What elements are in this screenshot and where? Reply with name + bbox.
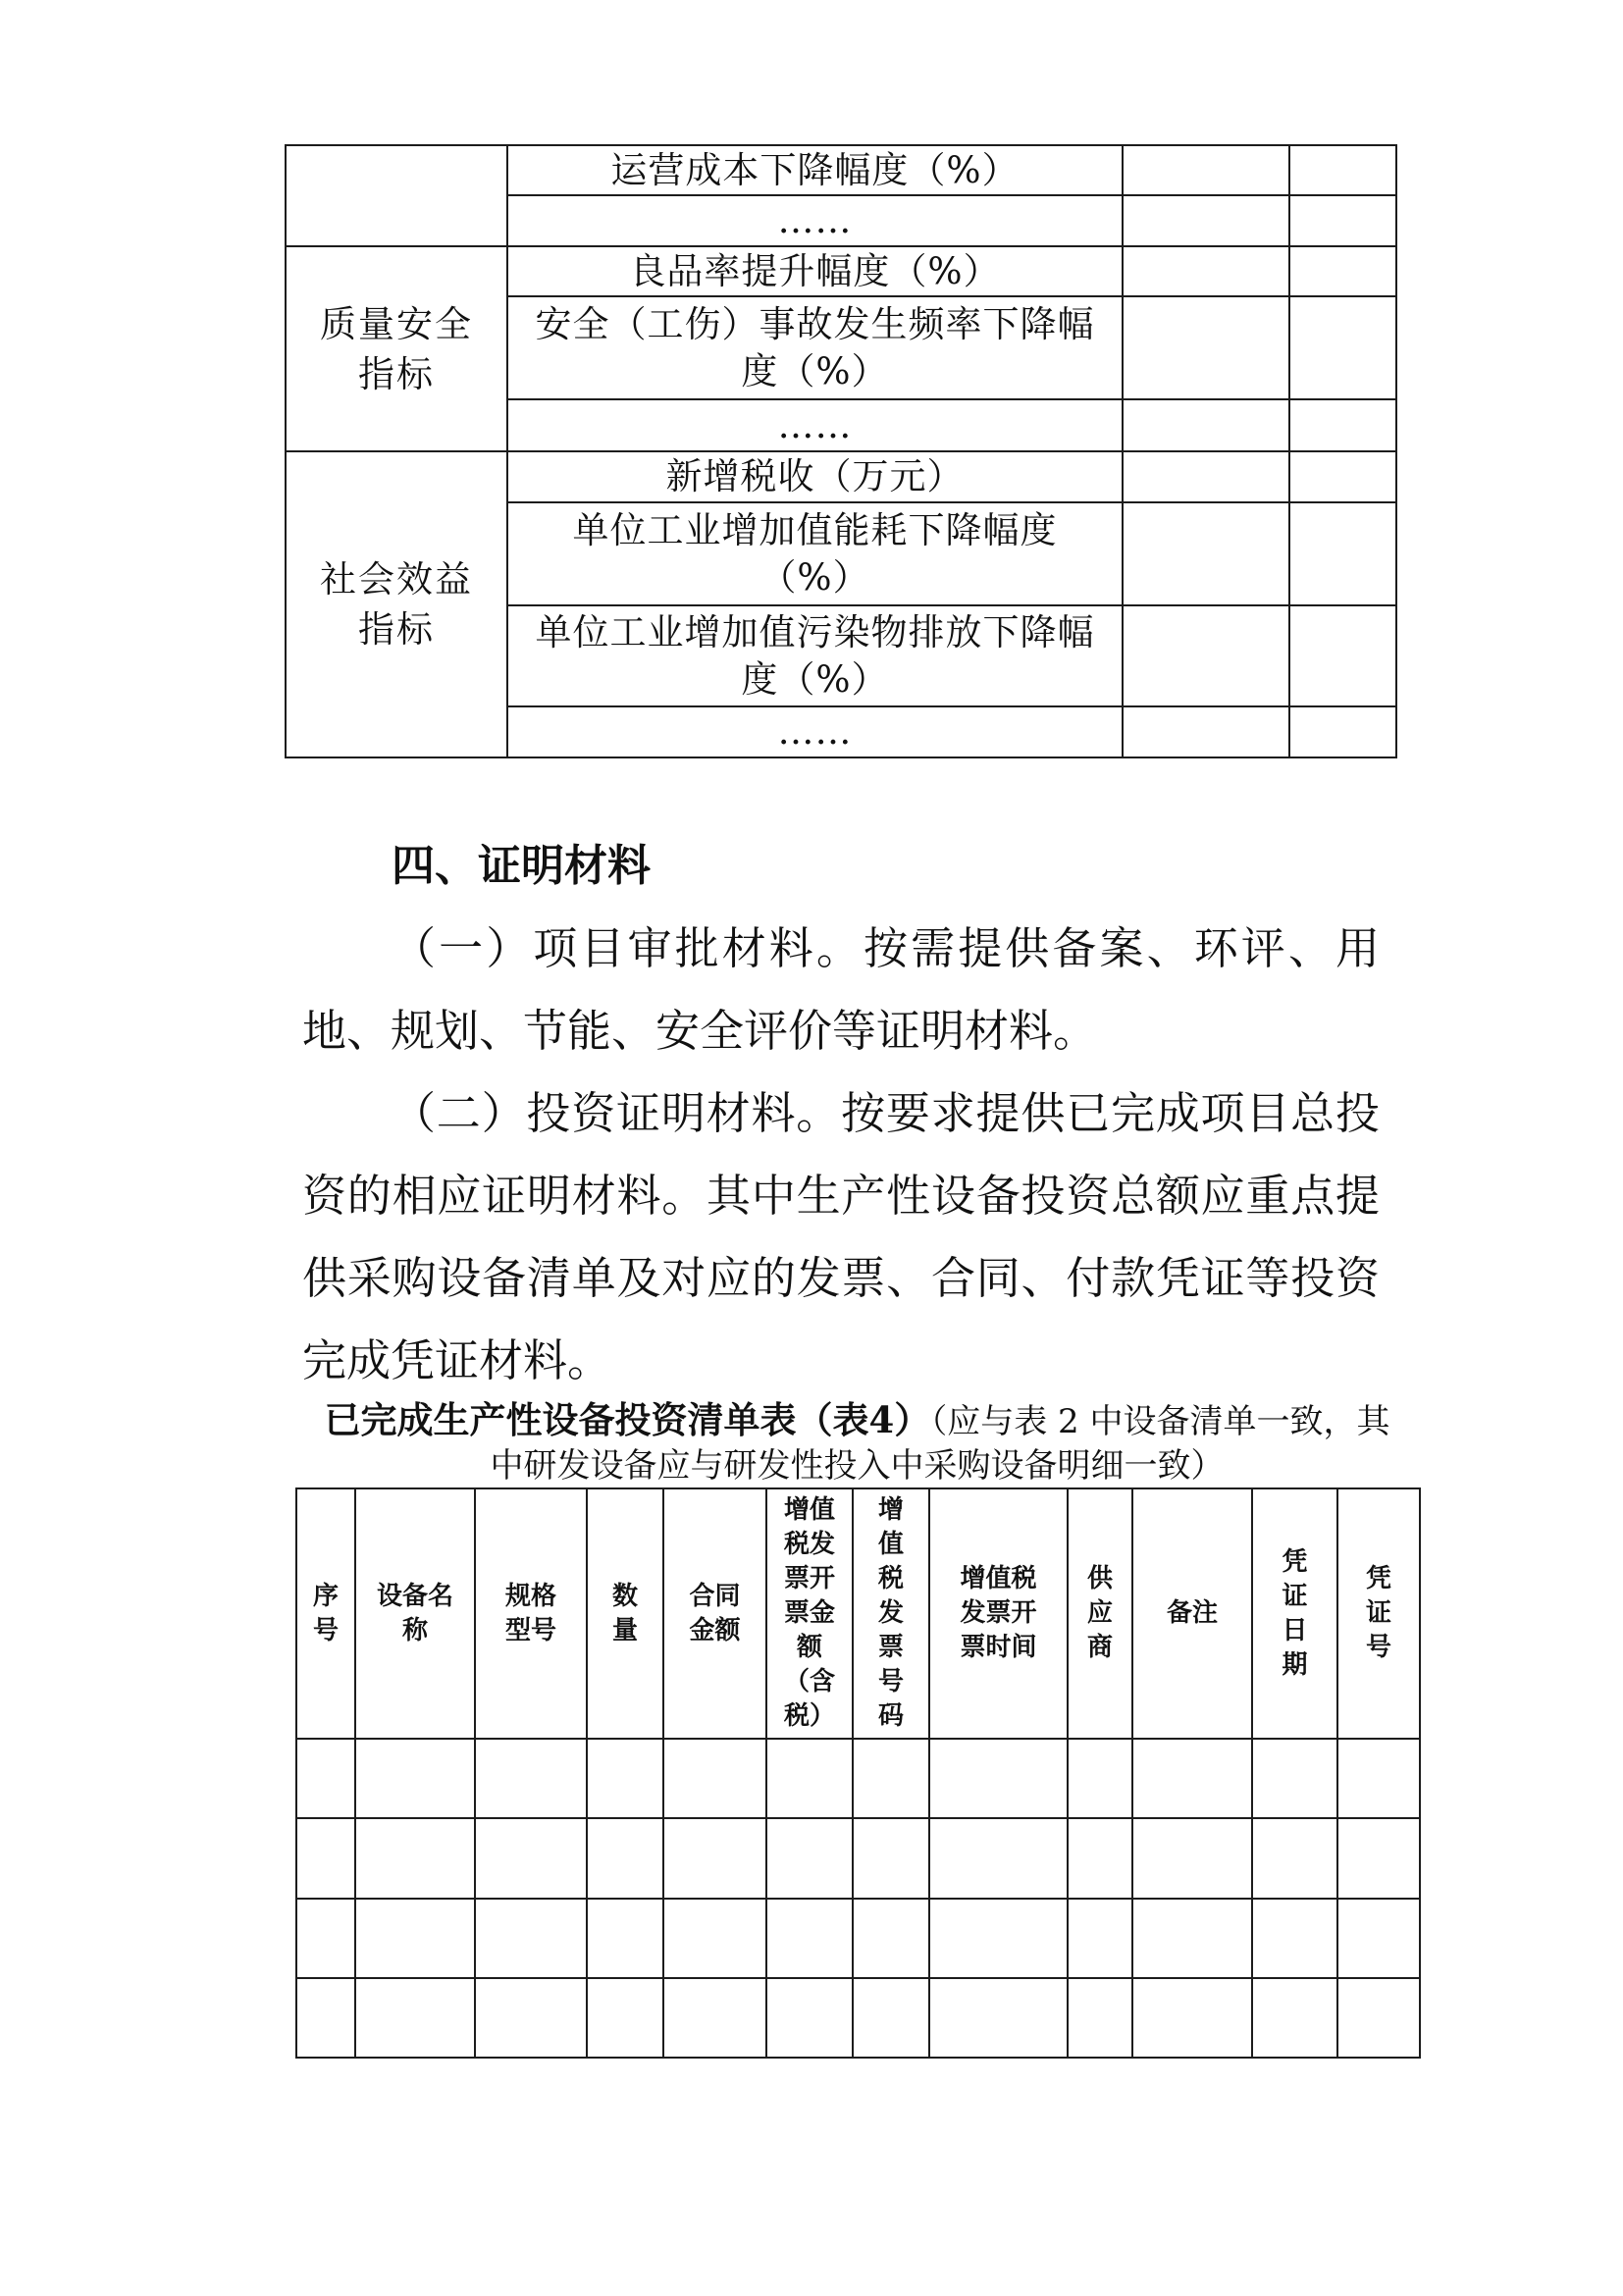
table-cell <box>1252 1739 1337 1818</box>
indicator-name: …… <box>507 399 1123 451</box>
column-header-contract-amount: 合同 金额 <box>663 1488 766 1739</box>
indicator-category: 社会效益 指标 <box>286 451 507 757</box>
column-header-quantity: 数 量 <box>587 1488 663 1739</box>
column-header-voucher-number: 凭 证 号 <box>1337 1488 1420 1739</box>
indicator-name: …… <box>507 195 1123 246</box>
indicator-blank-cell <box>1289 296 1396 399</box>
table-note: （应与表 2 中设备清单一致，其 <box>930 1402 1390 1441</box>
column-header-voucher-date: 凭 证 日 期 <box>1252 1488 1337 1739</box>
paragraph-line: 供采购设备清单及对应的发票、合同、付款凭证等投资 <box>302 1252 1380 1304</box>
indicator-name: 良品率提升幅度（%） <box>507 246 1123 296</box>
table-cell <box>587 1818 663 1899</box>
table-cell <box>1132 1739 1252 1818</box>
indicator-blank-cell <box>1289 195 1396 246</box>
table-cell <box>355 1899 475 1978</box>
table-cell <box>853 1978 929 2058</box>
column-header-invoice-amount: 增值 税发 票开 票金 额 （含 税） <box>766 1488 853 1739</box>
indicator-blank-cell <box>1289 399 1396 451</box>
indicator-blank-cell <box>1123 451 1289 502</box>
table-cell <box>475 1818 587 1899</box>
table-cell <box>355 1818 475 1899</box>
indicator-blank-cell <box>1123 296 1289 399</box>
table-cell <box>1132 1818 1252 1899</box>
table-cell <box>296 1739 355 1818</box>
paragraph-approval-materials <box>302 908 1380 1072</box>
indicator-blank-cell <box>1289 145 1396 195</box>
indicator-name: 单位工业增加值能耗下降幅度 （%） <box>507 502 1123 605</box>
table-cell <box>1252 1899 1337 1978</box>
indicator-blank-cell <box>1289 451 1396 502</box>
table-cell <box>587 1739 663 1818</box>
indicator-name: …… <box>507 706 1123 757</box>
column-header-remarks: 备注 <box>1132 1488 1252 1739</box>
table-cell <box>475 1739 587 1818</box>
table-cell <box>355 1978 475 2058</box>
indicator-blank-cell <box>1289 246 1396 296</box>
table-cell <box>1337 1818 1420 1899</box>
table-cell <box>766 1739 853 1818</box>
column-header-model: 规格 型号 <box>475 1488 587 1739</box>
indicator-blank-cell <box>1289 605 1396 706</box>
table-cell <box>766 1899 853 1978</box>
table-cell <box>929 1899 1068 1978</box>
table-row <box>296 1899 1420 1978</box>
table-cell <box>1337 1899 1420 1978</box>
indicator-table <box>285 144 1397 758</box>
column-header-equipment-name: 设备名 称 <box>355 1488 475 1739</box>
indicator-row <box>286 451 1396 502</box>
table-cell <box>587 1978 663 2058</box>
paragraph-investment-materials <box>302 1072 1380 1402</box>
table-row <box>296 1978 1420 2058</box>
table-cell <box>1068 1978 1132 2058</box>
indicator-blank-cell <box>1289 502 1396 605</box>
paragraph-line: （一）项目审批材料。按需提供备案、环评、用 <box>392 922 1380 974</box>
table-cell <box>355 1739 475 1818</box>
indicator-blank-cell <box>1289 706 1396 757</box>
table-cell <box>1132 1899 1252 1978</box>
table-cell <box>663 1899 766 1978</box>
paragraph-line: 完成凭证材料。 <box>302 1334 612 1386</box>
section-heading: 四、证明材料 <box>392 841 651 891</box>
table-cell <box>587 1899 663 1978</box>
table-cell <box>296 1899 355 1978</box>
indicator-blank-cell <box>1123 195 1289 246</box>
table-cell <box>1337 1978 1420 2058</box>
indicator-blank-cell <box>1123 145 1289 195</box>
indicator-row <box>286 145 1396 195</box>
indicator-name: 安全（工伤）事故发生频率下降幅 度（%） <box>507 296 1123 399</box>
caption-line <box>295 1443 1419 1489</box>
caption-line <box>295 1397 1419 1443</box>
paragraph-line: （二）投资证明材料。按要求提供已完成项目总投 <box>392 1087 1380 1139</box>
table-cell <box>853 1739 929 1818</box>
table-cell <box>929 1978 1068 2058</box>
table-cell <box>1132 1978 1252 2058</box>
table-note: 中研发设备应与研发性投入中采购设备明细一致） <box>490 1446 1225 1486</box>
table-cell <box>296 1978 355 2058</box>
column-header-invoice-number: 增 值 税 发 票 号 码 <box>853 1488 929 1739</box>
section-4 <box>302 825 1380 1402</box>
table-cell <box>853 1818 929 1899</box>
table-cell <box>475 1978 587 2058</box>
table-cell <box>1068 1899 1132 1978</box>
column-header-serial-number: 序 号 <box>296 1488 355 1739</box>
equipment-table <box>295 1487 1421 2059</box>
table-cell <box>1068 1739 1132 1818</box>
table-cell <box>853 1899 929 1978</box>
indicator-name: 新增税收（万元） <box>507 451 1123 502</box>
table-cell <box>663 1739 766 1818</box>
table-cell <box>766 1818 853 1899</box>
table-row <box>296 1739 1420 1818</box>
indicator-name: 单位工业增加值污染物排放下降幅 度（%） <box>507 605 1123 706</box>
indicator-name: 运营成本下降幅度（%） <box>507 145 1123 195</box>
indicator-blank-cell <box>1123 706 1289 757</box>
indicator-blank-cell <box>1123 502 1289 605</box>
paragraph-line: 地、规划、节能、安全评价等证明材料。 <box>302 1005 1098 1057</box>
column-header-invoice-date: 增值税 发票开 票时间 <box>929 1488 1068 1739</box>
column-header-supplier: 供 应 商 <box>1068 1488 1132 1739</box>
table-cell <box>766 1978 853 2058</box>
indicator-category-cell <box>286 145 507 246</box>
indicator-row <box>286 246 1396 296</box>
table-row <box>296 1818 1420 1899</box>
table-title: 已完成生产性设备投资清单表（表4） <box>324 1398 931 1441</box>
table-cell <box>663 1818 766 1899</box>
table-cell <box>663 1978 766 2058</box>
table-cell <box>296 1818 355 1899</box>
table-cell <box>475 1899 587 1978</box>
paragraph-line: 资的相应证明材料。其中生产性设备投资总额应重点提 <box>302 1170 1380 1222</box>
indicator-blank-cell <box>1123 246 1289 296</box>
table-cell <box>1252 1978 1337 2058</box>
table-cell <box>1252 1818 1337 1899</box>
indicator-blank-cell <box>1123 399 1289 451</box>
table-cell <box>929 1739 1068 1818</box>
table-caption <box>295 1397 1419 1489</box>
table-cell <box>1068 1818 1132 1899</box>
header-row <box>296 1488 1420 1739</box>
table-cell <box>929 1818 1068 1899</box>
indicator-category: 质量安全 指标 <box>286 246 507 451</box>
table-cell <box>1337 1739 1420 1818</box>
indicator-blank-cell <box>1123 605 1289 706</box>
